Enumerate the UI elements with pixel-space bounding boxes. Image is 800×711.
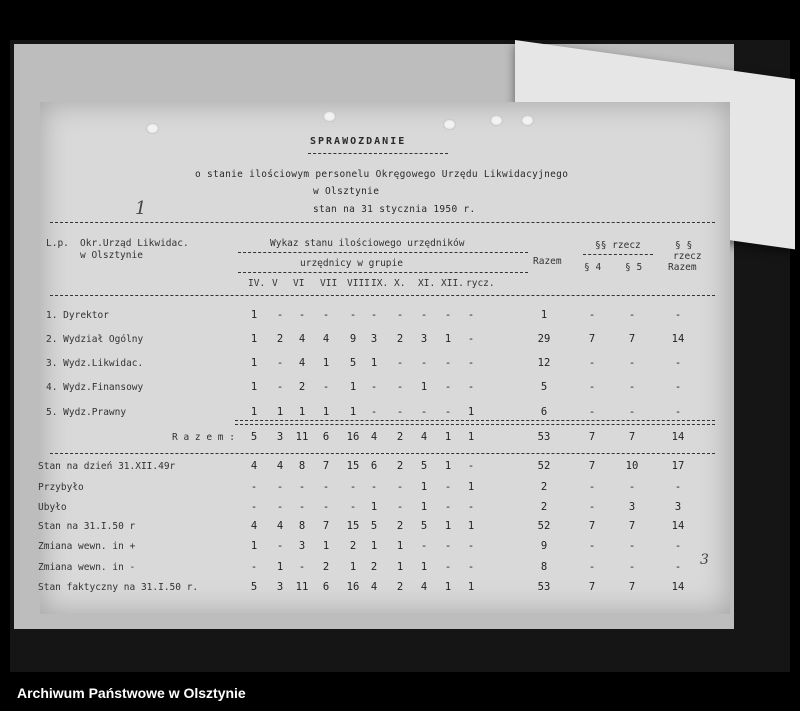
table-cell: 52 (537, 520, 551, 532)
group-header: V (272, 278, 278, 289)
table-cell: 1 (444, 520, 452, 532)
table-cell: - (467, 540, 475, 552)
table-cell: - (588, 381, 596, 393)
table-cell: - (588, 309, 596, 321)
table-cell: 1 (250, 333, 258, 345)
table-cell: - (444, 381, 452, 393)
table-cell: - (588, 357, 596, 369)
table-cell: 1 (322, 357, 330, 369)
table-cell: 2 (540, 501, 548, 513)
row-label: R a z e m : (172, 432, 235, 443)
table-cell: 4 (276, 520, 284, 532)
table-cell: - (467, 333, 475, 345)
table-cell: - (396, 357, 404, 369)
title-underline (308, 153, 448, 155)
table-cell: - (370, 309, 378, 321)
table-cell: 15 (346, 460, 360, 472)
table-cell: 7 (628, 520, 636, 532)
table-cell: 3 (276, 431, 284, 443)
table-cell: 1 (396, 561, 404, 573)
row-label: 5. Wydz.Prawny (46, 407, 127, 418)
row-label: Stan na dzień 31.XII.49r (38, 461, 176, 472)
header-office-line1: Okr.Urząd Likwidac. (80, 238, 189, 249)
table-cell: - (420, 406, 428, 418)
table-cell: - (322, 381, 330, 393)
table-cell: 1 (370, 540, 378, 552)
table-cell: 2 (396, 333, 404, 345)
header-lp: L.p. (46, 238, 69, 249)
table-cell: 1 (322, 540, 330, 552)
table-cell: 5 (370, 520, 378, 532)
table-cell: 7 (588, 333, 596, 345)
table-cell: 7 (628, 333, 636, 345)
table-cell: 7 (588, 460, 596, 472)
table-cell: 1 (250, 540, 258, 552)
table-cell: - (588, 501, 596, 513)
table-cell: 4 (298, 357, 306, 369)
handwritten-mark: 1 (135, 198, 147, 219)
table-cell: 2 (298, 381, 306, 393)
header-rule-bottom (50, 295, 715, 297)
table-cell: 1 (420, 501, 428, 513)
table-cell: - (420, 357, 428, 369)
table-cell: - (420, 309, 428, 321)
table-cell: - (298, 309, 306, 321)
table-cell: - (588, 561, 596, 573)
table-cell: 11 (295, 581, 309, 593)
header-razem: Razem (533, 256, 562, 267)
table-cell: 9 (349, 333, 357, 345)
table-cell: - (322, 309, 330, 321)
table-cell: 1 (467, 406, 475, 418)
header-rule-wykaz (238, 252, 528, 254)
razem-rule-2 (235, 424, 715, 426)
table-cell: - (396, 406, 404, 418)
table-cell: 3 (276, 581, 284, 593)
table-cell: 1 (396, 540, 404, 552)
table-cell: 1 (444, 581, 452, 593)
table-cell: - (467, 501, 475, 513)
table-cell: 3 (628, 501, 636, 513)
table-cell: - (276, 357, 284, 369)
table-cell: 4 (250, 460, 258, 472)
table-cell: 1 (540, 309, 548, 321)
row-label: Ubyło (38, 502, 67, 513)
table-cell: 5 (250, 431, 258, 443)
table-cell: 8 (298, 460, 306, 472)
header-rzecz-razem-2: rzecz (673, 251, 702, 262)
table-cell: - (467, 309, 475, 321)
table-cell: 3 (420, 333, 428, 345)
table-cell: - (276, 501, 284, 513)
table-cell: 2 (322, 561, 330, 573)
table-cell: - (396, 501, 404, 513)
punch-hole (490, 115, 503, 126)
table-cell: 53 (537, 581, 551, 593)
row-label: Zmiana wewn. in + (38, 541, 136, 552)
table-cell: 15 (346, 520, 360, 532)
header-rule-groups (238, 272, 528, 274)
header-rule-rzecz (583, 254, 653, 256)
punch-hole (146, 123, 159, 134)
table-cell: - (396, 309, 404, 321)
table-cell: - (250, 501, 258, 513)
table-cell: 2 (396, 520, 404, 532)
table-cell: - (444, 561, 452, 573)
table-cell: - (370, 381, 378, 393)
table-cell: - (674, 381, 682, 393)
row-label: Zmiana wewn. in - (38, 562, 136, 573)
table-cell: 1 (250, 309, 258, 321)
table-cell: - (444, 501, 452, 513)
handwritten-mark-right: 3 (700, 552, 709, 568)
row-label: Przybyło (38, 482, 84, 493)
table-cell: 5 (420, 520, 428, 532)
table-cell: 1 (467, 431, 475, 443)
table-cell: - (628, 406, 636, 418)
table-cell: 14 (671, 520, 685, 532)
table-cell: 4 (298, 333, 306, 345)
table-cell: 1 (349, 406, 357, 418)
table-cell: 4 (420, 431, 428, 443)
row-label: Stan na 31.I.50 r (38, 521, 136, 532)
table-cell: 4 (276, 460, 284, 472)
header-office-line2: w Olsztynie (80, 250, 143, 261)
table-cell: - (370, 481, 378, 493)
row-label: 4. Wydz.Finansowy (46, 382, 144, 393)
table-cell: - (370, 406, 378, 418)
table-cell: 2 (276, 333, 284, 345)
table-cell: - (250, 561, 258, 573)
table-cell: - (467, 381, 475, 393)
table-cell: 14 (671, 431, 685, 443)
table-cell: 1 (250, 357, 258, 369)
header-s5: § 5 (625, 262, 643, 273)
table-cell: - (628, 481, 636, 493)
table-cell: 8 (298, 520, 306, 532)
table-cell: 4 (370, 581, 378, 593)
table-cell: 2 (540, 481, 548, 493)
table-cell: 14 (671, 581, 685, 593)
table-cell: - (628, 561, 636, 573)
table-cell: - (349, 501, 357, 513)
table-cell: 3 (370, 333, 378, 345)
table-cell: - (444, 309, 452, 321)
table-cell: - (396, 381, 404, 393)
group-header: IX. (371, 278, 389, 289)
table-cell: 16 (346, 431, 360, 443)
header-rule-top (50, 222, 715, 224)
table-cell: - (396, 481, 404, 493)
table-cell: 6 (322, 581, 330, 593)
table-cell: - (467, 357, 475, 369)
table-cell: 7 (588, 431, 596, 443)
table-cell: 6 (322, 431, 330, 443)
table-cell: 1 (276, 561, 284, 573)
table-cell: - (298, 561, 306, 573)
table-cell: - (674, 481, 682, 493)
table-cell: - (349, 309, 357, 321)
table-cell: 4 (370, 431, 378, 443)
punch-hole (443, 119, 456, 130)
group-header: VIII (347, 278, 370, 289)
table-cell: 52 (537, 460, 551, 472)
table-cell: 17 (671, 460, 685, 472)
table-cell: 3 (674, 501, 682, 513)
group-header: X. (394, 278, 406, 289)
table-cell: - (444, 481, 452, 493)
table-cell: - (588, 540, 596, 552)
table-cell: 1 (349, 561, 357, 573)
table-cell: 7 (322, 460, 330, 472)
punch-hole (323, 111, 336, 122)
subtitle-line-1: o stanie ilościowym personelu Okręgowego Urzędu Likwidacyjnego (195, 169, 569, 180)
table-cell: - (444, 357, 452, 369)
table-cell: 1 (467, 481, 475, 493)
table-cell: - (628, 381, 636, 393)
table-cell: 9 (540, 540, 548, 552)
table-cell: 16 (346, 581, 360, 593)
table-cell: - (420, 540, 428, 552)
table-cell: 14 (671, 333, 685, 345)
table-cell: 5 (349, 357, 357, 369)
table-cell: - (276, 540, 284, 552)
table-cell: - (444, 540, 452, 552)
table-cell: - (349, 481, 357, 493)
table-cell: 10 (625, 460, 639, 472)
table-cell: 5 (250, 581, 258, 593)
table-cell: 1 (444, 460, 452, 472)
table-cell: 4 (250, 520, 258, 532)
table-cell: 1 (444, 431, 452, 443)
table-cell: 1 (349, 381, 357, 393)
table-cell: 5 (540, 381, 548, 393)
table-cell: - (467, 460, 475, 472)
header-rzecz-razem-3: Razem (668, 262, 697, 273)
table-cell: - (444, 406, 452, 418)
row-label: Stan faktyczny na 31.I.50 r. (38, 582, 199, 593)
summary-rule (50, 453, 715, 455)
group-header: rycz. (466, 278, 495, 289)
table-cell: - (588, 406, 596, 418)
table-cell: 7 (322, 520, 330, 532)
table-cell: 12 (537, 357, 551, 369)
table-cell: - (276, 381, 284, 393)
row-label: 2. Wydział Ogólny (46, 334, 144, 345)
table-cell: 3 (298, 540, 306, 552)
group-header: VI (293, 278, 305, 289)
table-cell: - (674, 406, 682, 418)
header-rzecz-razem-1: § § (675, 240, 693, 251)
table-cell: 1 (420, 481, 428, 493)
table-cell: 2 (349, 540, 357, 552)
table-cell: - (298, 501, 306, 513)
table-cell: - (322, 501, 330, 513)
document-title: SPRAWOZDANIE (310, 136, 407, 147)
table-cell: - (276, 481, 284, 493)
table-cell: - (674, 357, 682, 369)
footer-bar (0, 676, 800, 711)
table-cell: 6 (370, 460, 378, 472)
table-cell: 1 (250, 381, 258, 393)
archive-name: Archiwum Państwowe w Olsztynie (17, 685, 246, 701)
table-cell: - (322, 481, 330, 493)
table-cell: 7 (588, 520, 596, 532)
table-cell: 7 (588, 581, 596, 593)
table-cell: 1 (444, 333, 452, 345)
row-label: 1. Dyrektor (46, 310, 109, 321)
razem-rule-1 (235, 420, 715, 422)
header-rzecz: §§ rzecz (595, 240, 641, 251)
table-cell: 2 (396, 460, 404, 472)
table-cell: 5 (420, 460, 428, 472)
table-cell: 1 (276, 406, 284, 418)
table-cell: 2 (396, 431, 404, 443)
table-cell: 7 (628, 581, 636, 593)
table-cell: 2 (396, 581, 404, 593)
table-cell: - (674, 540, 682, 552)
subtitle-line-3: stan na 31 stycznia 1950 r. (313, 204, 476, 215)
table-cell: 1 (467, 520, 475, 532)
table-cell: 1 (370, 501, 378, 513)
row-label: 3. Wydz.Likwidac. (46, 358, 144, 369)
table-cell: - (674, 561, 682, 573)
table-cell: 8 (540, 561, 548, 573)
header-s4: § 4 (584, 262, 602, 273)
punch-hole (521, 115, 534, 126)
group-header: VII (320, 278, 338, 289)
table-cell: 1 (370, 357, 378, 369)
table-cell: - (628, 540, 636, 552)
table-cell: 1 (298, 406, 306, 418)
group-header: XII. (441, 278, 464, 289)
table-cell: 1 (420, 561, 428, 573)
table-cell: 1 (467, 581, 475, 593)
table-cell: - (467, 561, 475, 573)
table-cell: 2 (370, 561, 378, 573)
table-cell: - (298, 481, 306, 493)
table-cell: - (628, 309, 636, 321)
table-cell: - (628, 357, 636, 369)
table-cell: 1 (322, 406, 330, 418)
group-header: IV. (248, 278, 266, 289)
table-cell: 4 (420, 581, 428, 593)
table-cell: 29 (537, 333, 551, 345)
table-cell: 1 (420, 381, 428, 393)
table-cell: - (588, 481, 596, 493)
table-cell: - (674, 309, 682, 321)
table-cell: - (276, 309, 284, 321)
table-cell: - (250, 481, 258, 493)
subtitle-line-2: w Olsztynie (313, 186, 380, 197)
table-cell: 6 (540, 406, 548, 418)
table-cell: 1 (250, 406, 258, 418)
group-header: XI. (418, 278, 436, 289)
header-wykaz: Wykaz stanu ilościowego urzędników (270, 238, 465, 249)
table-cell: 4 (322, 333, 330, 345)
header-urzednicy: urzędnicy w grupie (300, 258, 403, 269)
table-cell: 53 (537, 431, 551, 443)
table-cell: 11 (295, 431, 309, 443)
table-cell: 7 (628, 431, 636, 443)
